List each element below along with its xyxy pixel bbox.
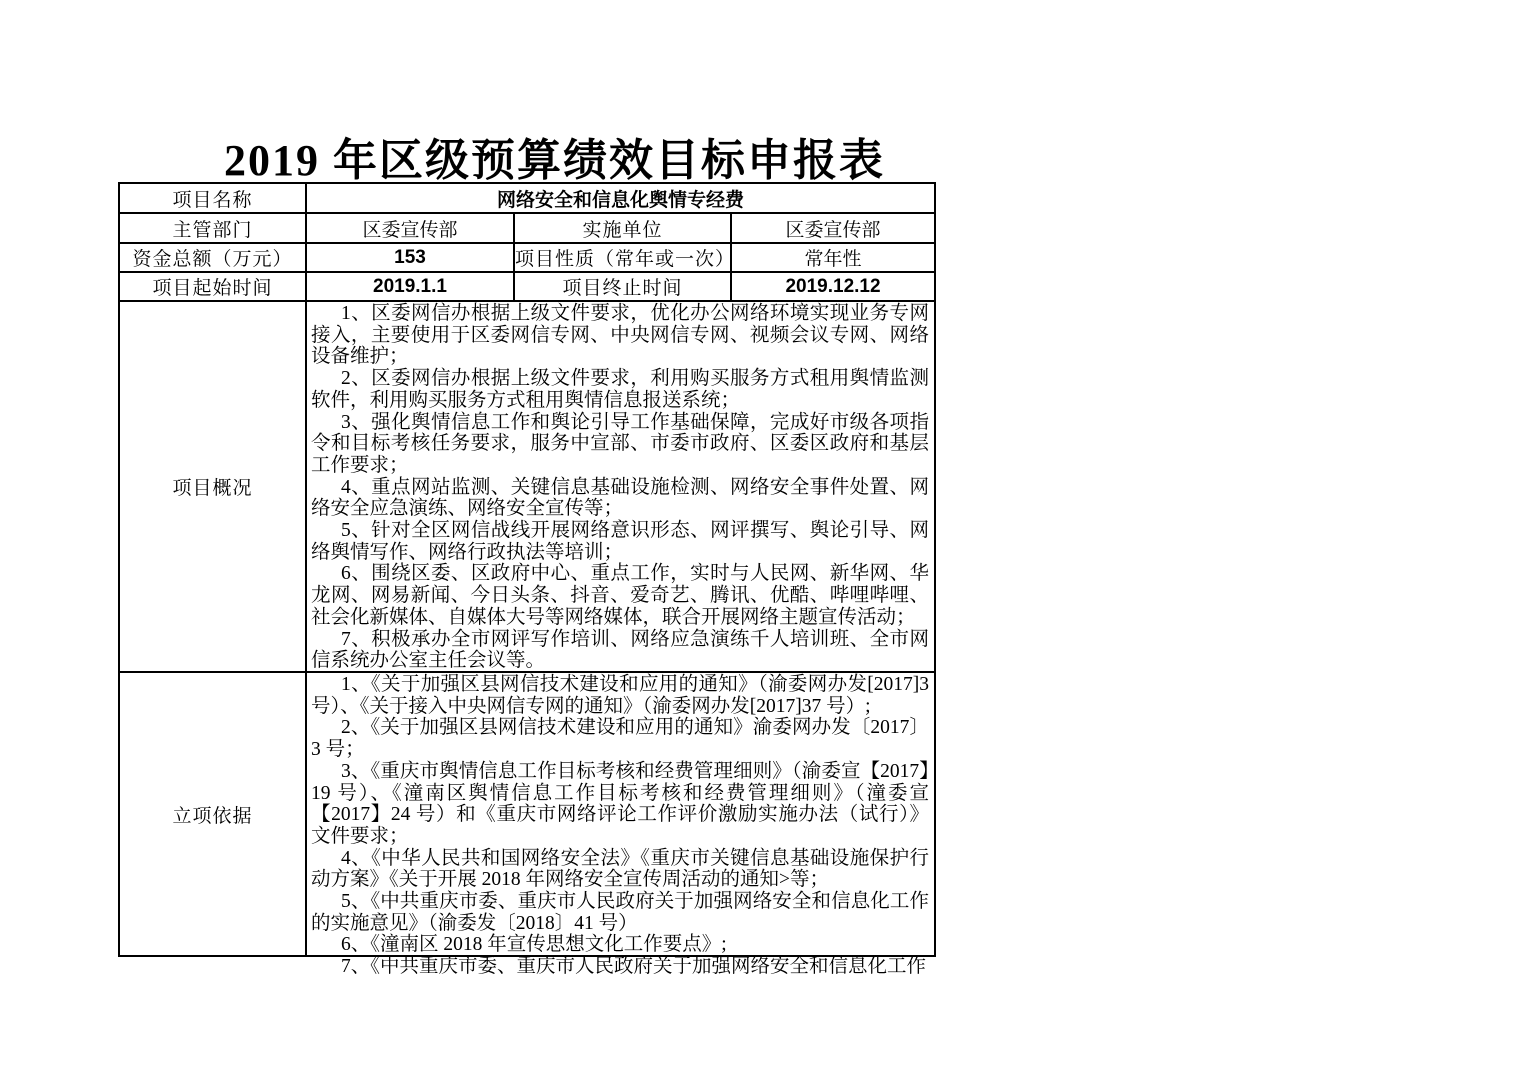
end-date-value: 2019.12.12 [731,272,935,301]
basis-paragraph: 3、《重庆市舆情信息工作目标考核和经费管理细则》（渝委宣【2017】19 号）、《潼南区舆情信息工作目标考核和经费管理细则》（潼委宣【2017】24 号）和《重庆市网络评论工作评价激励实施办法（试行）》文件要求； [311,760,930,847]
end-date-label: 项目终止时间 [514,272,731,301]
document-title: 2019 年区级预算绩效目标申报表 [224,136,885,185]
overview-paragraph: 2、区委网信办根据上级文件要求，利用购买服务方式租用舆情监测软件，利用购买服务方式租用舆情信息报送系统； [311,368,930,411]
project-basis-text [307,673,934,978]
row-project-basis [119,672,935,956]
overview-paragraph: 1、区委网信办根据上级文件要求，优化办公网络环境实现业务专网接入，主要使用于区委网信专网、中央网信专网、视频会议专网、网络设备维护； [311,303,930,368]
project-basis-label: 立项依据 [119,672,306,956]
overview-paragraph: 3、强化舆情信息工作和舆论引导工作基础保障，完成好市级各项指令和目标考核任务要求，服务中宣部、市委市政府、区委区政府和基层工作要求； [311,411,930,476]
start-date-label: 项目起始时间 [119,272,306,301]
basis-paragraph: 4、《中华人民共和国网络安全法》《重庆市关键信息基础设施保护行动方案》《关于开展 2018 年网络安全宣传周活动的通知>等； [311,847,930,891]
overview-paragraph: 6、围绕区委、区政府中心、重点工作，实时与人民网、新华网、华龙网、网易新闻、今日头条、抖音、爱奇艺、腾讯、优酷、哔哩哔哩、社会化新媒体、自媒体大号等网络媒体，联合开展网络主题宣传活动； [311,563,930,628]
total-budget-label: 资金总额（万元） [119,243,306,272]
row-budget [119,243,935,272]
basis-paragraph: 6、《潼南区 2018 年宣传思想文化工作要点》; [341,934,727,956]
project-nature-label: 项目性质（常年或一次） [514,243,731,272]
basis-paragraph: 1、《关于加强区县网信技术建设和应用的通知》（渝委网办发[2017]3 号）、《关于接入中央网信专网的通知》（渝委网办发[2017]37 号）; [311,674,930,717]
competent-department-label: 主管部门 [119,213,306,243]
project-name-label: 项目名称 [119,183,306,213]
overview-paragraph: 4、重点网站监测、关键信息基础设施检测、网络安全事件处置、网络安全应急演练、网络安全宣传等； [311,476,930,520]
project-nature-value: 常年性 [731,243,935,272]
competent-department-value: 区委宣传部 [306,213,514,243]
project-basis-content [306,672,935,978]
implementing-unit-value: 区委宣传部 [731,213,935,243]
implementing-unit-label: 实施单位 [514,213,731,243]
row-project-name [119,183,935,213]
project-overview-content [306,301,935,672]
basis-paragraph: 5、《中共重庆市委、重庆市人民政府关于加强网络安全和信息化工作的实施意见》（渝委发〔2018〕41 号） [311,891,930,934]
row-departments [119,213,935,243]
budget-performance-form-table [118,182,936,978]
project-overview-label: 项目概况 [119,301,306,672]
overview-paragraph: 5、针对全区网信战线开展网络意识形态、网评撰写、舆论引导、网络舆情写作、网络行政执法等培训； [311,520,930,563]
basis-paragraph: 2、《关于加强区县网信技术建设和应用的通知》渝委网办发〔2017〕3 号； [311,717,930,761]
row-project-overview [119,301,935,672]
project-name-value: 网络安全和信息化舆情专经费 [306,183,935,213]
overview-paragraph: 7、积极承办全市网评写作培训、网络应急演练千人培训班、全市网信系统办公室主任会议等。 [311,628,930,672]
start-date-value: 2019.1.1 [306,272,514,301]
project-overview-text [307,302,934,671]
basis-paragraph: 7、《中共重庆市委、重庆市人民政府关于加强网络安全和信息化工作 [341,956,927,978]
total-budget-value: 153 [306,243,514,272]
row-dates [119,272,935,301]
